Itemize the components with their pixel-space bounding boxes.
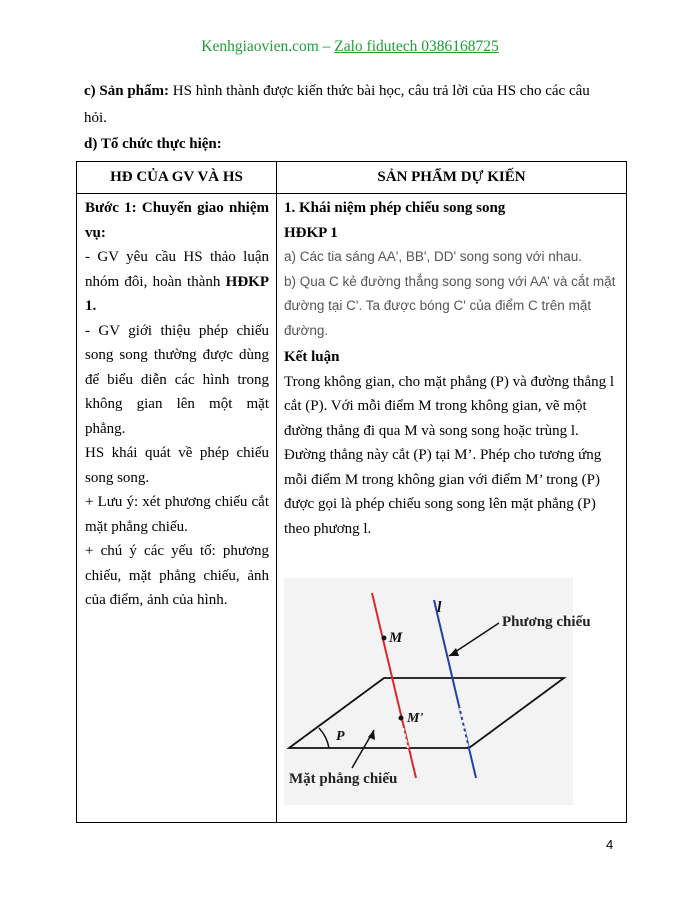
answer-a: a) Các tia sáng AA', BB', DD' song song với nhau. — [284, 249, 582, 264]
page-header: Kenhgiaovien.com – Zalo fidutech 0386168725 — [201, 38, 499, 55]
label-l: l — [437, 599, 442, 616]
activity-p1: - GV yêu cầu HS thảo luận nhóm đôi, hoàn thành HĐKP 1. — [85, 249, 269, 314]
projection-diagram — [284, 578, 591, 805]
hdkp-title: HĐKP 1 — [284, 224, 338, 241]
answer-b: b) Qua C kẻ đường thẳng song song với AA’ và cắt mặt đường tại C'. Ta được bóng C' của điểm C trên mặt đường. — [284, 273, 616, 338]
section-c-cont: hỏi. — [84, 110, 107, 126]
label-P: P — [336, 729, 345, 744]
activity-table — [76, 161, 627, 823]
step-title: Bước 1: Chuyển giao nhiệm vụ: — [85, 200, 269, 241]
section-c: c) Sản phẩm: HS hình thành được kiến thức bài học, câu trả lời của HS cho các câu — [84, 83, 590, 99]
activity-p3: HS khái quát về phép chiếu song song. — [85, 445, 269, 486]
activity-p2: - GV giới thiệu phép chiếu song song thường được dùng để biểu diễn các hình trong không gian lên một mặt phẳng. — [85, 322, 269, 437]
plane-shape — [289, 678, 564, 748]
col2-header: SẢN PHẨM DỰ KIẾN — [277, 162, 626, 194]
expected-products — [284, 196, 621, 541]
label-plane: Mặt phẳng chiếu — [289, 771, 398, 787]
activity-p5: + chú ý các yếu tố: phương chiếu, mặt phẳng chiếu, ảnh của điểm, ảnh của hình. — [85, 543, 269, 608]
label-M-prime: M' — [407, 711, 424, 726]
direction-arrowhead — [449, 648, 459, 656]
activity-p4: + Lưu ý: xét phương chiếu cắt mặt phẳng chiếu. — [85, 494, 269, 535]
column-divider — [276, 162, 277, 822]
label-M: M — [389, 630, 403, 646]
point-M-prime — [399, 716, 404, 721]
section-title: 1. Khái niệm phép chiếu song song — [284, 200, 506, 216]
section-d: d) Tổ chức thực hiện: — [84, 136, 222, 152]
col1-header: HĐ CỦA GV VÀ HS — [77, 162, 276, 194]
header-contact[interactable]: Zalo fidutech 0386168725 — [334, 38, 499, 55]
point-M — [382, 636, 387, 641]
page-number: 4 — [606, 837, 614, 852]
conclusion-title: Kết luận — [284, 349, 340, 365]
label-direction: Phương chiếu — [502, 614, 591, 630]
direction-line-blue — [434, 600, 476, 778]
conclusion-text: Trong không gian, cho mặt phẳng (P) và đường thẳng l cắt (P). Với mỗi điểm M trong không gian, vẽ một đường thẳng đi qua M và song song hoặc trùng l. Đường thẳng này cắt (P) tại M’. Phép cho tương ứng mỗi điểm M trong không gian với điểm M’ trong (P) được gọi là phép chiếu song song lên mặt phẳng (P) theo phương l. — [284, 373, 615, 537]
projection-figure — [284, 578, 591, 805]
projection-line-red — [372, 593, 416, 778]
header-site[interactable]: Kenhgiaovien.com — [201, 38, 319, 55]
angle-arc — [319, 728, 329, 748]
teacher-student-activities — [85, 196, 269, 613]
